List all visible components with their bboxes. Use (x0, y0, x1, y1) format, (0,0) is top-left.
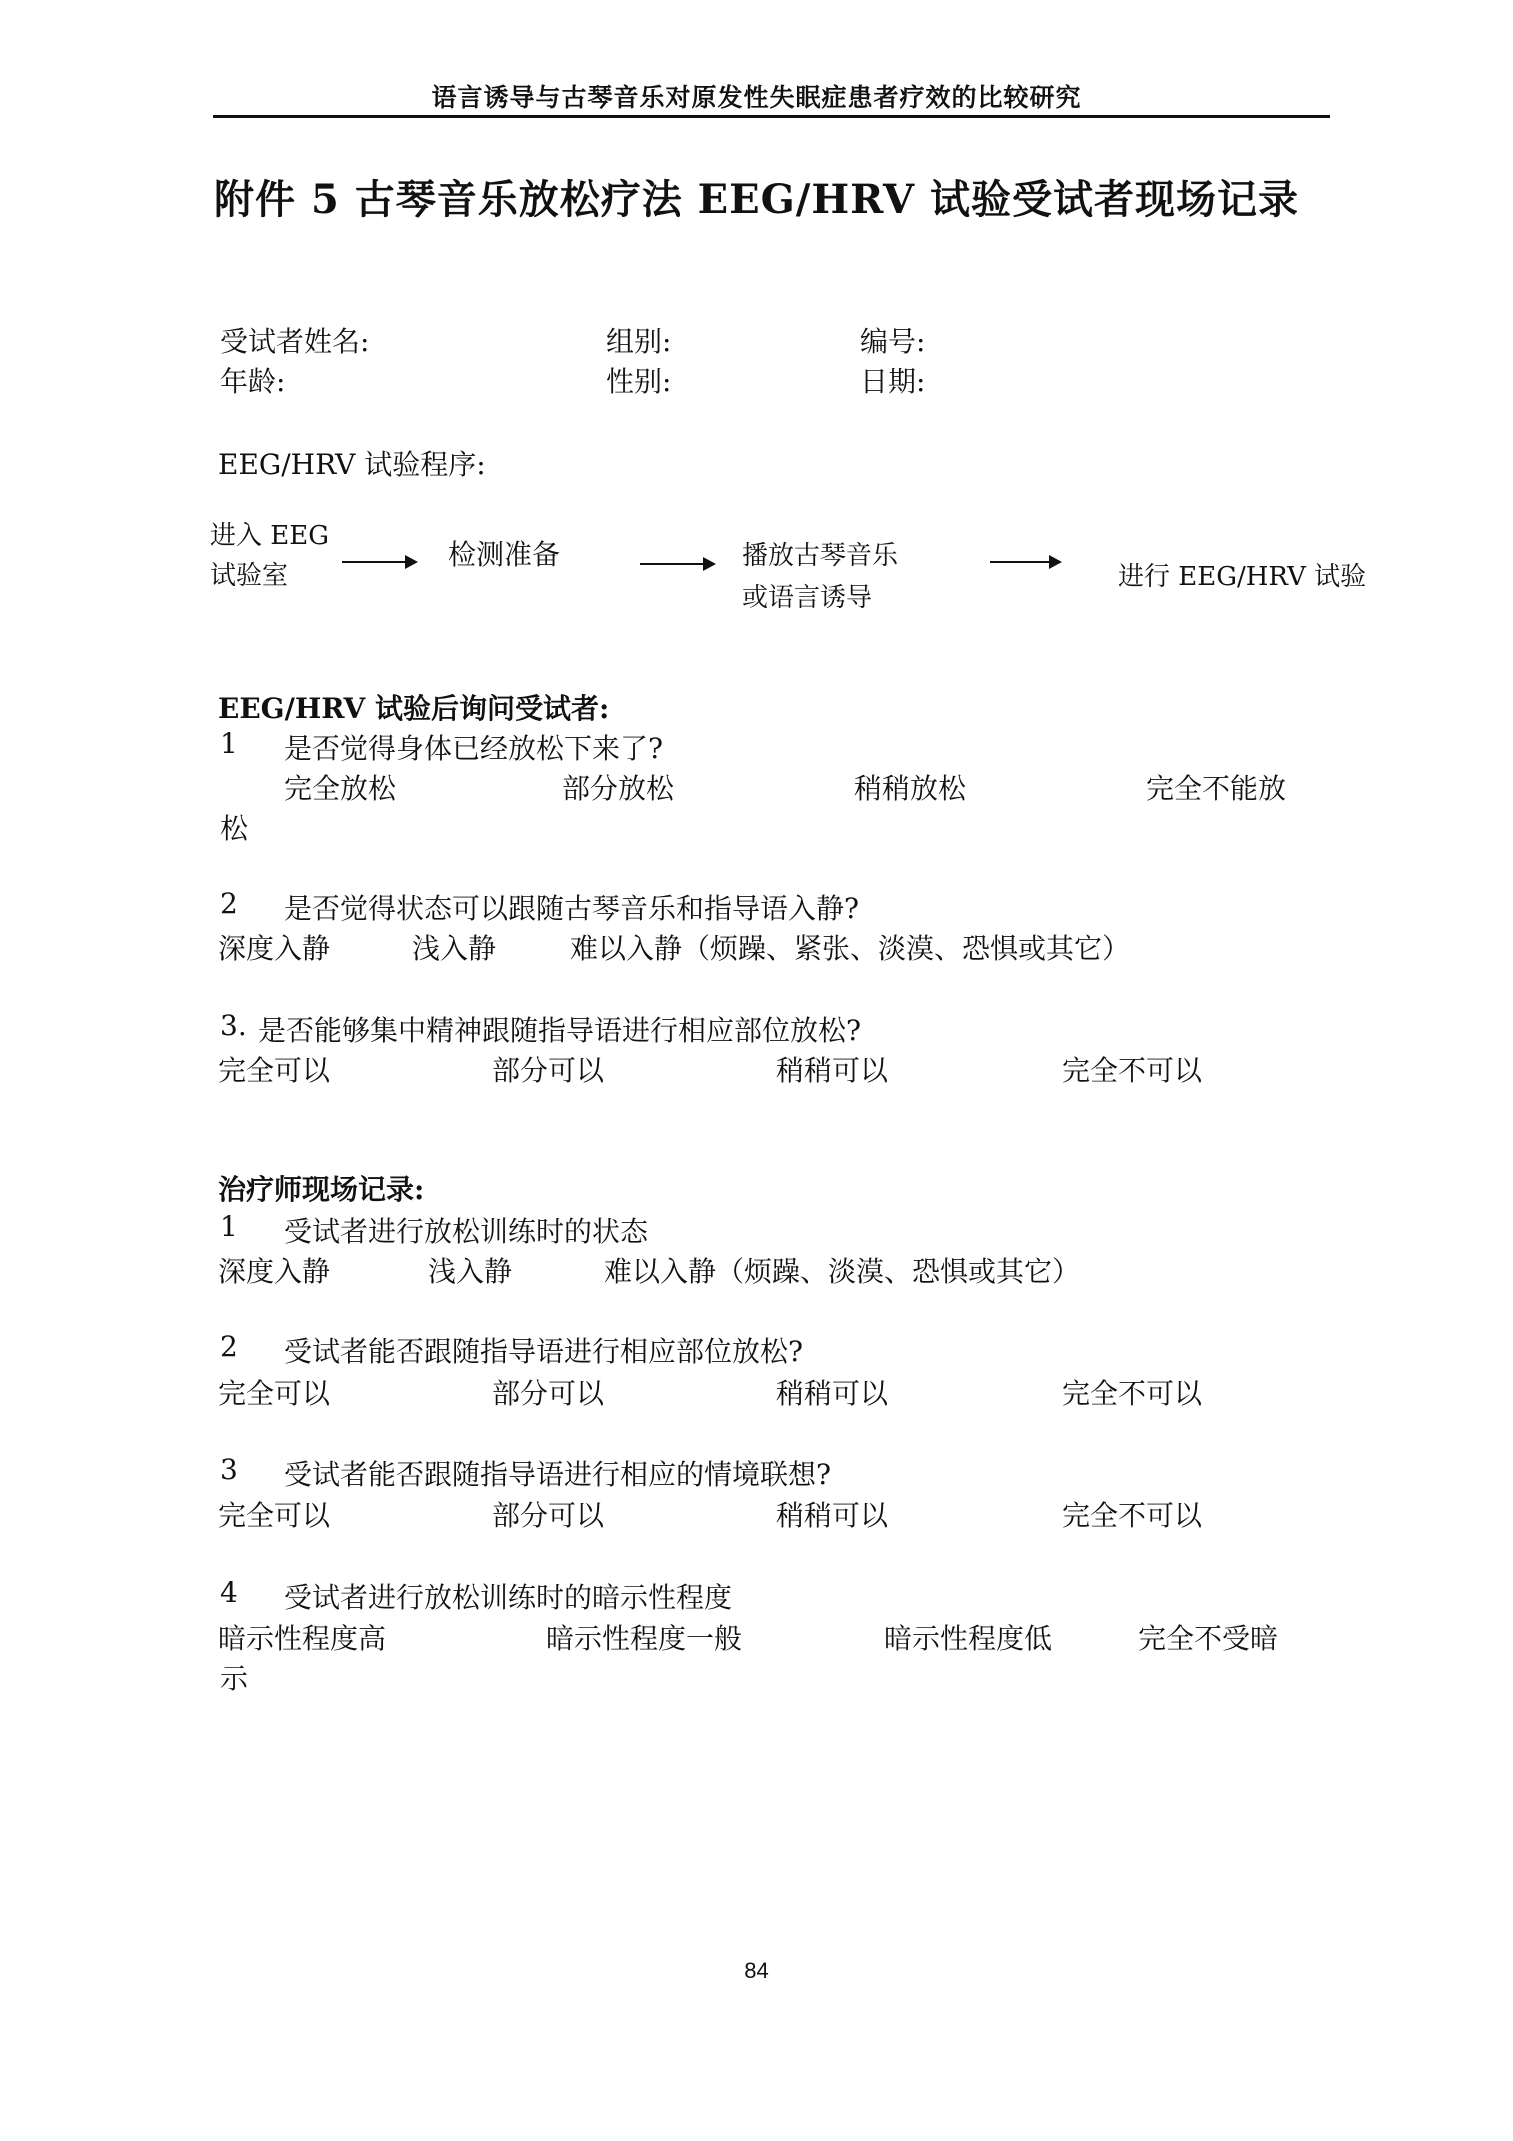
procedure-step-1-line1: 进入 EEG (210, 521, 329, 551)
header-divider (213, 115, 1330, 118)
procedure-step-1-line2: 试验室 (210, 561, 289, 591)
answer-option: 浅入静 (428, 1255, 513, 1288)
age-field-label: 年龄: (220, 365, 286, 398)
answer-option: 稍稍可以 (776, 1377, 889, 1410)
question-text: 是否觉得身体已经放松下来了? (284, 732, 664, 765)
page-number: 84 (744, 1958, 769, 1983)
answer-option: 浅入静 (412, 932, 497, 965)
answer-option: 完全放松 (284, 772, 397, 805)
page-title: 附件 5 古琴音乐放松疗法 EEG/HRV 试验受试者现场记录 (214, 176, 1299, 223)
procedure-step-3-line2: 或语言诱导 (742, 583, 873, 613)
answer-option: 稍稍可以 (776, 1499, 889, 1532)
name-field-label: 受试者姓名: (220, 325, 370, 358)
date-field-label: 日期: (860, 365, 926, 398)
question-text: 受试者能否跟随指导语进行相应部位放松? (284, 1335, 804, 1368)
question-number: 1 (220, 727, 238, 760)
answer-option: 完全不能放 (1146, 772, 1287, 805)
arrow-icon (342, 561, 416, 563)
question-number: 2 (220, 1330, 238, 1363)
answer-option-wrap: 松 (220, 812, 249, 845)
arrow-icon (990, 561, 1060, 563)
answer-option: 完全不受暗 (1138, 1622, 1279, 1655)
question-text: 是否觉得状态可以跟随古琴音乐和指导语入静? (284, 892, 860, 925)
procedure-step-4: 进行 EEG/HRV 试验 (1118, 562, 1367, 592)
answer-option: 难以入静（烦躁、淡漠、恐惧或其它） (604, 1255, 1081, 1288)
procedure-step-2: 检测准备 (448, 538, 561, 571)
running-header: 语言诱导与古琴音乐对原发性失眠症患者疗效的比较研究 (431, 83, 1082, 112)
answer-option: 完全可以 (218, 1377, 331, 1410)
sex-field-label: 性别: (606, 365, 672, 398)
answer-option: 部分可以 (492, 1054, 605, 1087)
answer-option: 深度入静 (218, 932, 331, 965)
answer-option-wrap: 示 (220, 1662, 249, 1695)
post-inquiry-heading: EEG/HRV 试验后询问受试者: (218, 692, 610, 725)
question-number: 3. (220, 1009, 247, 1042)
answer-option: 完全不可以 (1062, 1054, 1203, 1087)
question-text: 受试者进行放松训练时的状态 (284, 1215, 649, 1248)
answer-option: 部分可以 (492, 1499, 605, 1532)
question-number: 4 (220, 1576, 238, 1609)
answer-option: 暗示性程度一般 (546, 1622, 743, 1655)
question-text: 是否能够集中精神跟随指导语进行相应部位放松? (258, 1014, 862, 1047)
question-number: 1 (220, 1210, 238, 1243)
arrow-icon (640, 563, 714, 565)
therapist-record-heading: 治疗师现场记录: (218, 1173, 425, 1206)
procedure-heading: EEG/HRV 试验程序: (218, 448, 486, 481)
answer-option: 完全不可以 (1062, 1377, 1203, 1410)
answer-option: 部分放松 (562, 772, 675, 805)
question-text: 受试者进行放松训练时的暗示性程度 (284, 1581, 733, 1614)
answer-option: 暗示性程度高 (218, 1622, 387, 1655)
answer-option: 难以入静（烦躁、紧张、淡漠、恐惧或其它） (570, 932, 1131, 965)
answer-option: 深度入静 (218, 1255, 331, 1288)
answer-option: 完全不可以 (1062, 1499, 1203, 1532)
question-number: 2 (220, 887, 238, 920)
procedure-step-3-line1: 播放古琴音乐 (742, 541, 899, 571)
question-text: 受试者能否跟随指导语进行相应的情境联想? (284, 1458, 832, 1491)
answer-option: 暗示性程度低 (884, 1622, 1053, 1655)
question-number: 3 (220, 1453, 238, 1486)
group-field-label: 组别: (606, 325, 672, 358)
answer-option: 完全可以 (218, 1499, 331, 1532)
answer-option: 稍稍放松 (854, 772, 967, 805)
answer-option: 部分可以 (492, 1377, 605, 1410)
number-field-label: 编号: (860, 325, 926, 358)
answer-option: 完全可以 (218, 1054, 331, 1087)
answer-option: 稍稍可以 (776, 1054, 889, 1087)
